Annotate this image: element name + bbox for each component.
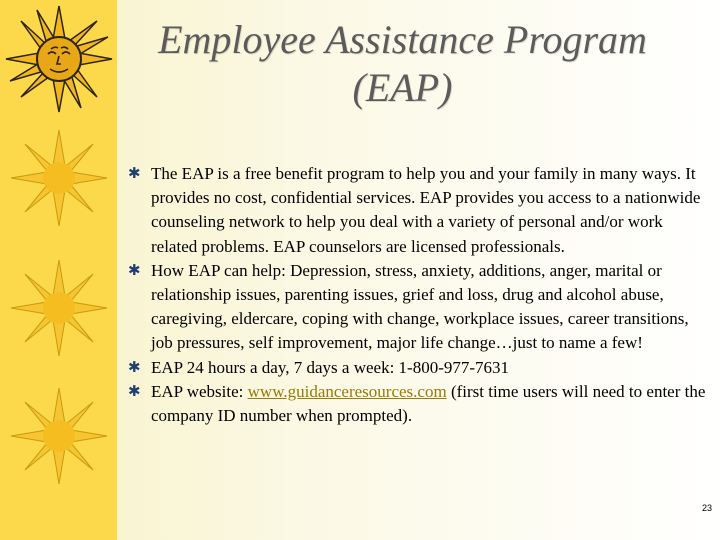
slide-title-line1: Employee Assistance Program (158, 17, 647, 62)
bullet-text-prefix: EAP website: (151, 381, 248, 401)
decorative-sidebar (0, 0, 117, 540)
bullet-text: EAP 24 hours a day, 7 days a week: 1-800-977-7631 (151, 357, 510, 377)
sun-icon (9, 128, 109, 228)
bullet-marker-icon: ✱ (128, 359, 141, 376)
list-item (128, 259, 713, 356)
eap-website-link[interactable]: www.guidanceresources.com (247, 381, 447, 401)
sun-face-icon (4, 4, 114, 114)
bullet-text-suffix: (first time users will need to enter the company ID number when prompted). (151, 381, 706, 426)
bullet-marker-icon: ✱ (128, 166, 141, 182)
bullet-text: The EAP is a free benefit program to help you and your family in many ways. It provides no cost, confidential services. EAP provides you access to a nationwide counseling network to help you deal with a variety of personal and/or work related problems. EAP counselors are licensed professionals. (151, 164, 701, 256)
slide-title-line2: (EAP) (352, 65, 453, 110)
bullet-text: How EAP can help: Depression, stress, anxiety, additions, anger, marital or relationship issues, parenting issues, grief and loss, drug and alcohol abuse, caregiving, eldercare, coping with change, workplace issues, career transitions, job pressures, self improvement, major life change…just to name a few! (151, 260, 689, 353)
list-item (128, 356, 713, 380)
sun-icon (9, 258, 109, 358)
page-number: 23 (701, 503, 712, 513)
sun-icon (9, 386, 109, 486)
bullet-marker-icon: ✱ (128, 262, 141, 279)
bullet-list (128, 162, 713, 428)
slide-title (120, 16, 685, 112)
list-item (128, 380, 713, 428)
bullet-marker-icon: ✱ (128, 383, 141, 400)
list-item (128, 162, 713, 259)
